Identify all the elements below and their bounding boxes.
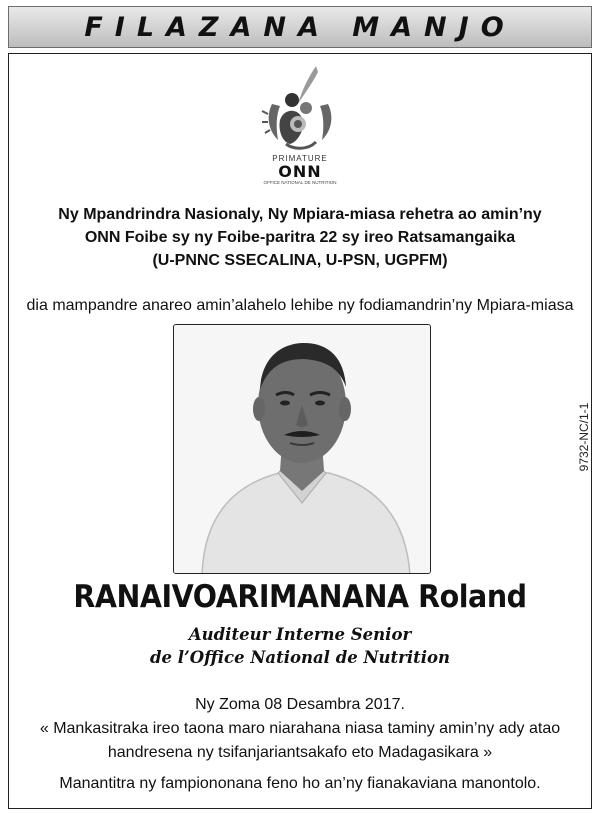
final-line: Manantitra ny fampiononana feno ho an’ny fianakaviana manontolo. xyxy=(59,775,541,792)
deceased-photo xyxy=(173,324,431,574)
logo-text-onn: ONN xyxy=(278,162,322,181)
reference-code: 9732-NC/1-1 xyxy=(577,402,591,472)
logo-text-primature: PRIMATURE xyxy=(272,154,328,163)
date-line: Ny Zoma 08 Desambra 2017. xyxy=(195,696,405,713)
portrait-icon xyxy=(174,325,431,574)
intro-line-2: ONN Foibe sy ny Foibe-paritra 22 sy ireo Ratsamangaika xyxy=(84,229,516,246)
announcement-text: dia mampandre anareo amin’alahelo lehibe ny fodiamandrin’ny Mpiara-miasa xyxy=(26,297,574,314)
deceased-name: RANAIVOARIMANANA Roland xyxy=(73,579,527,615)
deceased-title xyxy=(0,623,600,669)
header-title: FILAZANA MANJO xyxy=(84,11,516,43)
quote-line-2: handresena ny tsifanjariantsakafo eto Madagasikara » xyxy=(107,744,493,761)
intro-line-3: (U-PNNC SSECALINA, U-PSN, UGPFM) xyxy=(152,252,448,269)
intro-line-1: Ny Mpandrindra Nasionaly, Ny Mpiara-miasa rehetra ao amin’ny xyxy=(58,206,542,223)
deceased-title-line-2: de l’Office National de Nutrition xyxy=(149,648,451,667)
intro-block xyxy=(20,203,580,272)
logo-text-office: OFFICE NATIONAL DE NUTRITION xyxy=(263,180,337,185)
quote-line-1: « Mankasitraka ireo taona maro niarahana niasa taminy amin’ny ady atao xyxy=(39,720,561,737)
closing-block xyxy=(10,693,590,796)
deceased-title-line-1: Auditeur Interne Senior xyxy=(188,625,412,644)
header-banner xyxy=(8,6,592,48)
